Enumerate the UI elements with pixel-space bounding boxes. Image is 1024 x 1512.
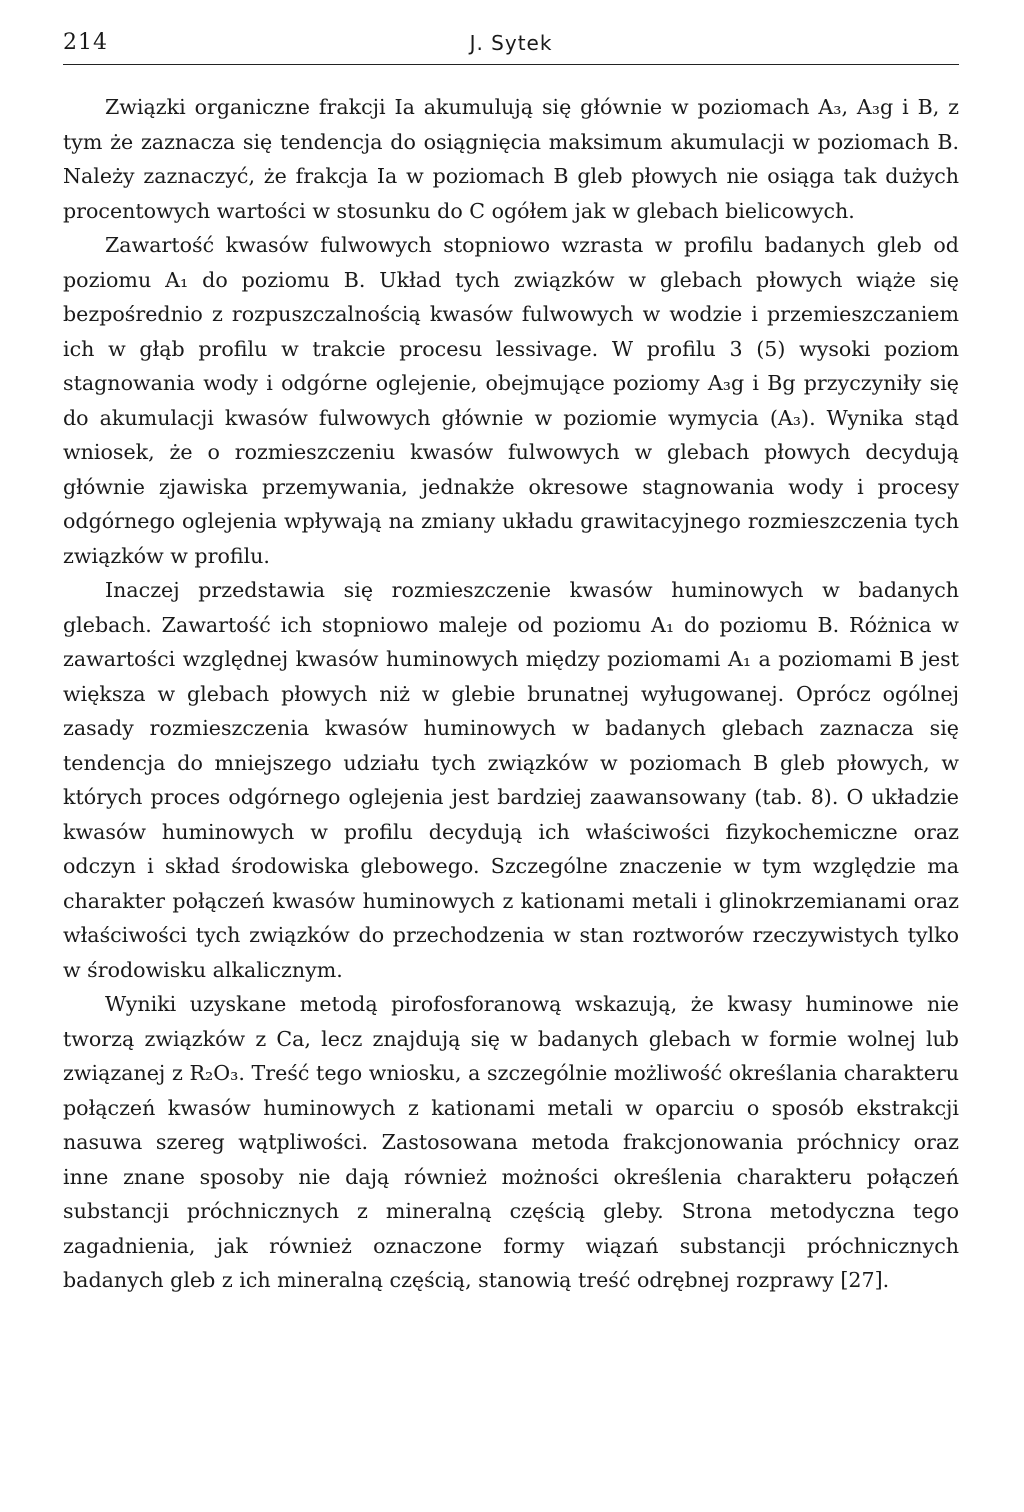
paragraph: Związki organiczne frakcji Ia akumulują się głównie w poziomach A₃, A₃g i B, z tym że zaznacza się tendencja do osiągnięcia maksimum akumulacji w poziomach B. Należy zaznaczyć, że frakcja Ia w poziomach B gleb płowych nie osiąga tak dużych procentowych wartości w stosunku do C ogółem jak w glebach bielicowych.: [63, 95, 959, 223]
page-number: 214: [63, 30, 108, 55]
paragraph: Inaczej przedstawia się rozmieszczenie kwasów huminowych w badanych glebach. Zawartość ich stopniowo maleje od poziomu A₁ do poziomu B. Różnica w zawartości względnej kwasów huminowych między poziomami A₁ a poziomami B jest większa w glebach płowych niż w glebie brunatnej wyługowanej. Oprócz ogólnej zasady rozmieszczenia kwasów huminowych w badanych glebach zaznacza się tendencja do mniejszego udziału tych związków w poziomach B gleb płowych, w których proces odgórnego oglejenia jest bardziej zaawansowany (tab. 8). O układzie kwasów huminowych w profilu decydują ich właściwości fizykochemiczne oraz odczyn i skład środowiska glebowego. Szczególne znaczenie w tym względzie ma charakter połączeń kwasów huminowych z kationami metali i glinokrzemianami oraz właściwości tych związków do przechodzenia w stan roztworów rzeczywistych tylko w środowisku alkalicznym.: [63, 578, 959, 982]
paragraph: Zawartość kwasów fulwowych stopniowo wzrasta w profilu badanych gleb od poziomu A₁ do poziomu B. Układ tych związków w glebach płowych wiąże się bezpośrednio z rozpuszczalnością kwasów fulwowych w wodzie i przemieszczaniem ich w głąb profilu w trakcie procesu lessivage. W profilu 3 (5) wysoki poziom stagnowania wody i odgórne oglejenie, obejmujące poziomy A₃g i Bg przyczyniły się do akumulacji kwasów fulwowych głównie w poziomie wymycia (A₃). Wynika stąd wniosek, że o rozmieszczeniu kwasów fulwowych w glebach płowych decydują głównie zjawiska przemywania, jednakże okresowe stagnowania wody i procesy odgórnego oglejenia wpływają na zmiany układu grawitacyjnego rozmieszczenia tych związków w profilu.: [63, 233, 959, 568]
paragraph: Wyniki uzyskane metodą pirofosforanową wskazują, że kwasy huminowe nie tworzą związków z Ca, lecz znajdują się w badanych glebach w formie wolnej lub związanej z R₂O₃. Treść tego wniosku, a szczególnie możliwość określania charakteru połączeń kwasów huminowych z kationami metali w oparciu o sposób ekstrakcji nasuwa szereg wątpliwości. Zastosowana metoda frakcjonowania próchnicy oraz inne znane sposoby nie dają również możności określenia charakteru połączeń substancji próchnicznych z mineralną częścią gleby. Strona metodyczna tego zagadnienia, jak również oznaczone formy wiązań substancji próchnicznych badanych gleb z ich mineralną częścią, stanowią treść odrębnej rozprawy [27].: [63, 992, 959, 1292]
page-header: [63, 30, 959, 65]
running-head-author: J. Sytek: [469, 31, 553, 55]
body-text: [63, 90, 959, 1298]
